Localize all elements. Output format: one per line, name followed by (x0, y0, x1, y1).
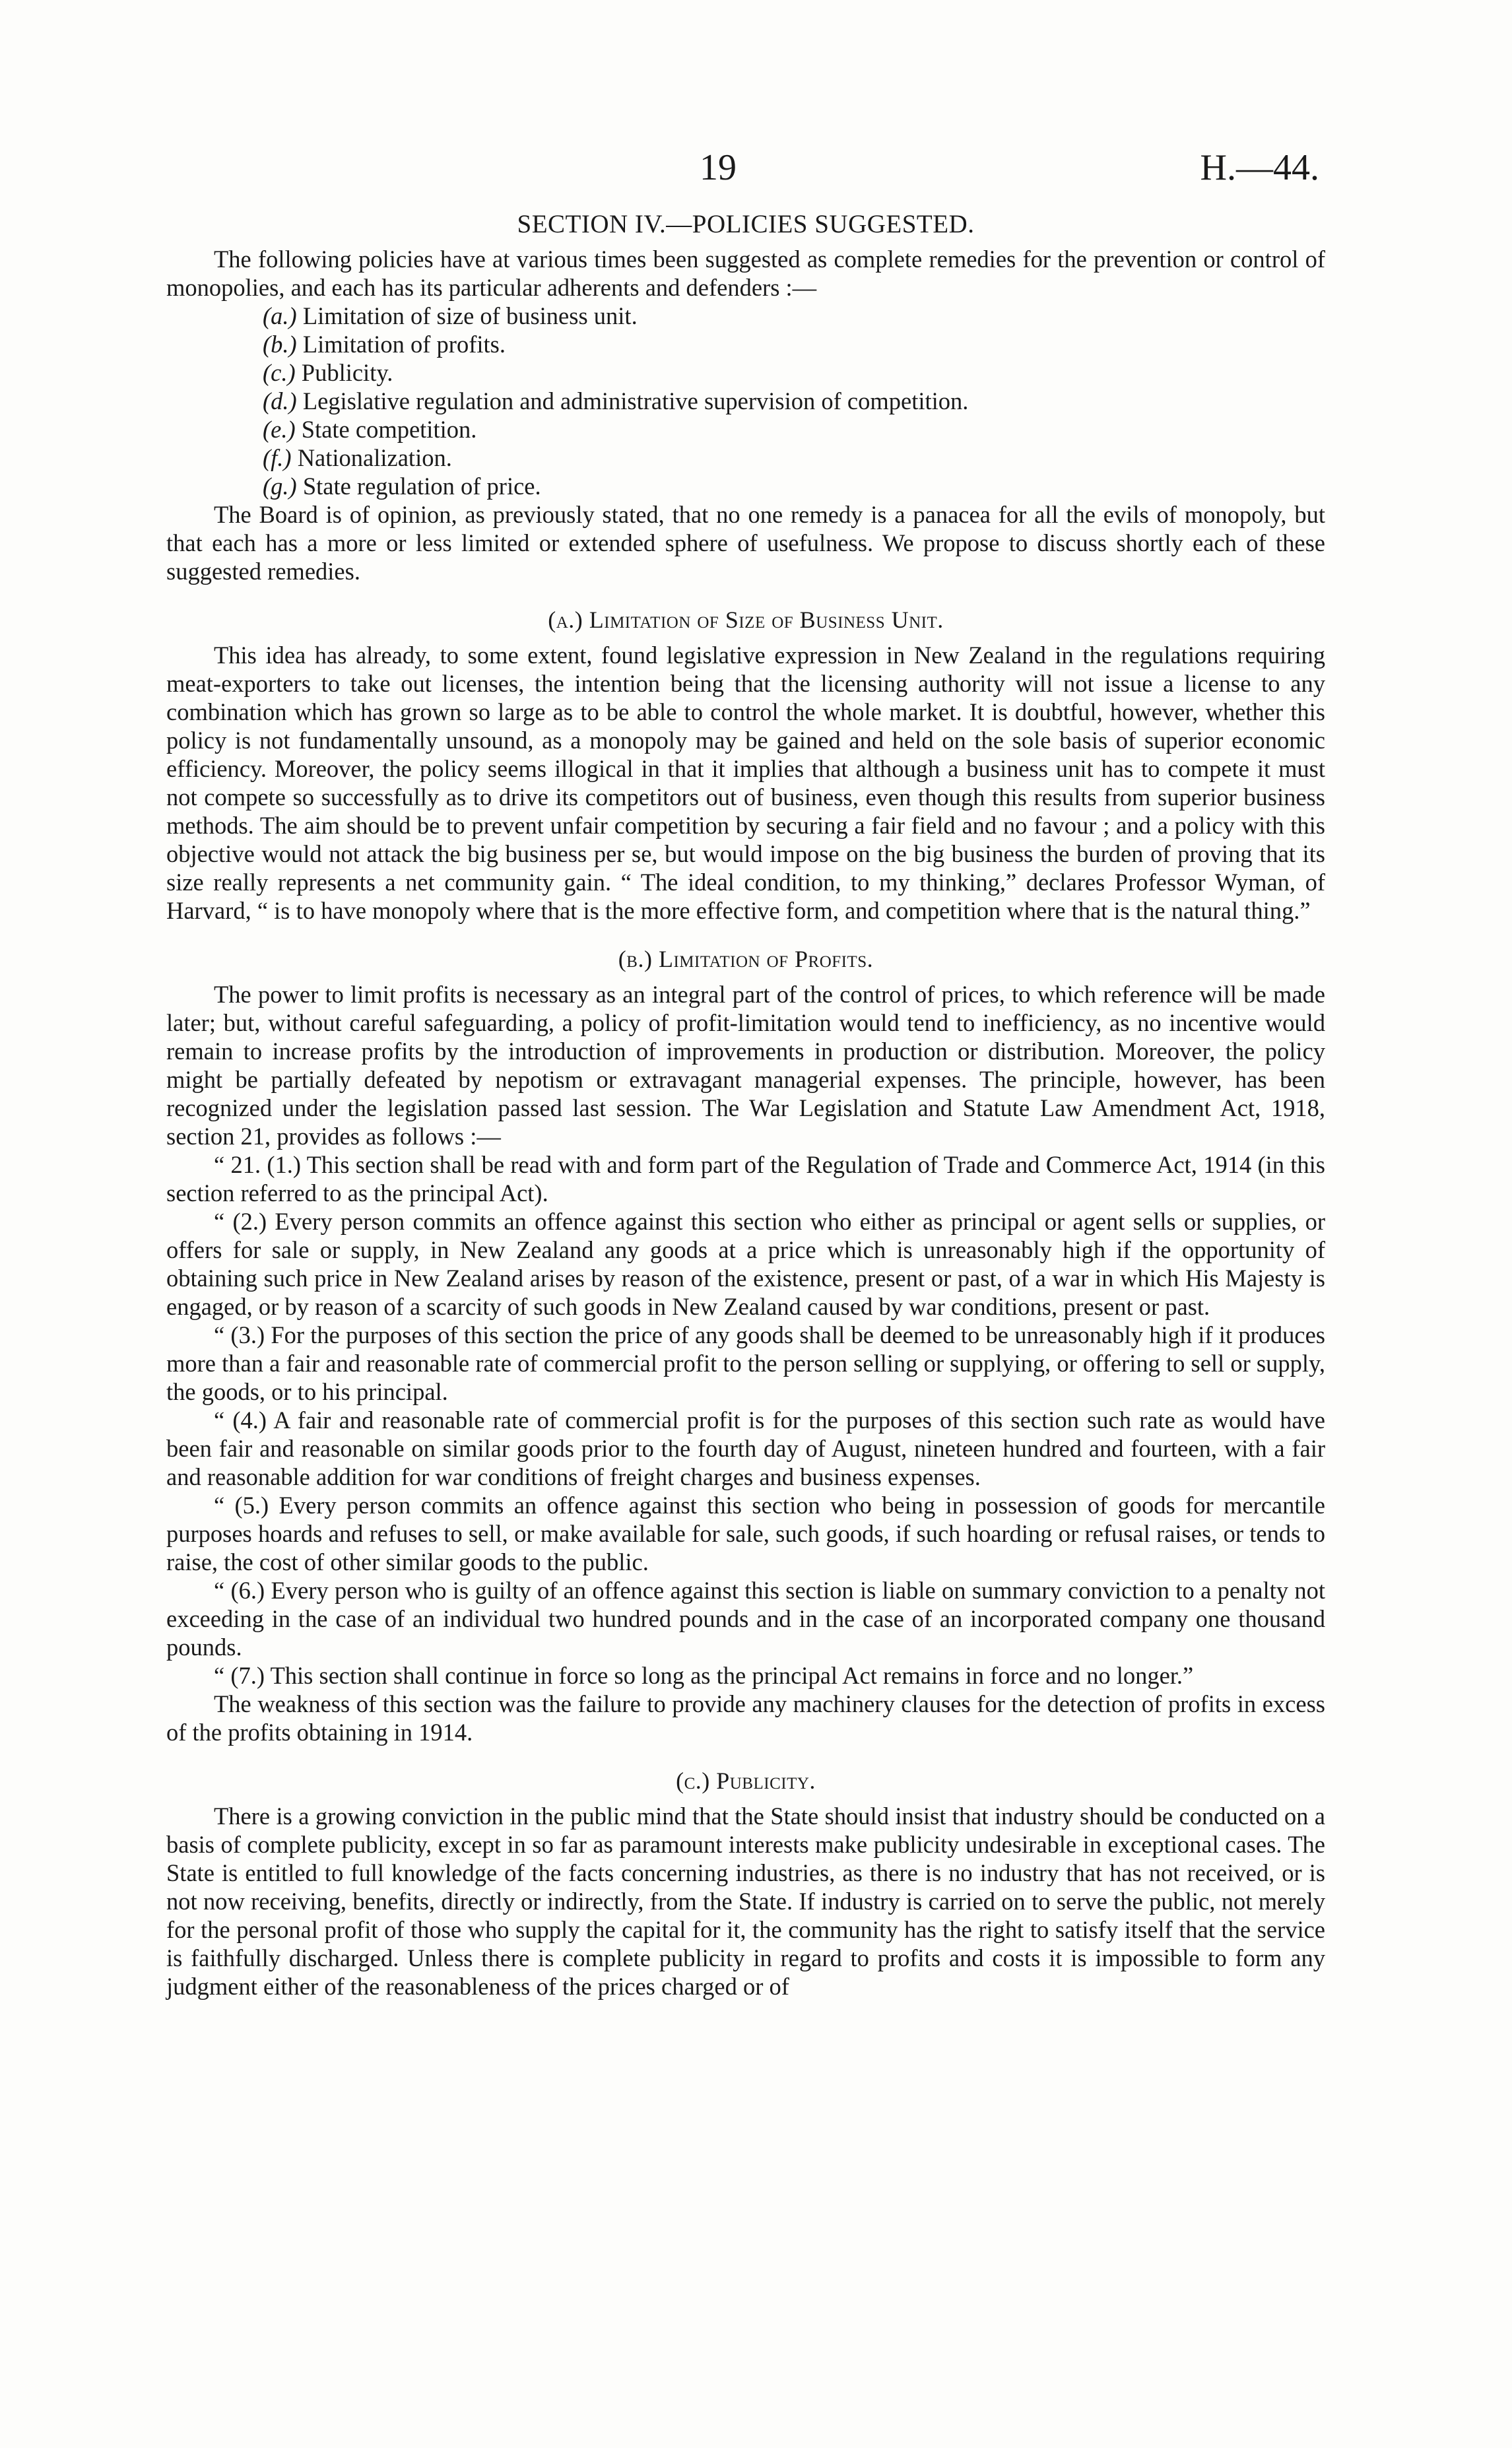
list-item (166, 358, 1325, 387)
section-a-heading-wrap (166, 605, 1325, 634)
list-item (166, 302, 1325, 330)
section-b-closing: The weakness of this section was the failure to provide any machinery clauses for the detection of profits in excess of the profits obtaining in 1914. (166, 1690, 1325, 1746)
list-text: Nationalization. (297, 444, 452, 471)
section-b-heading-wrap (166, 944, 1325, 974)
page-number: 19 (700, 147, 737, 188)
list-text: State regulation of price. (302, 473, 541, 500)
list-letter: (d.) (263, 387, 297, 414)
list-text: Legislative regulation and administrative supervision of competition. (302, 387, 969, 414)
quoted-clause: “ 21. (1.) This section shall be read with and form part of the Regulation of Trade and Commerce Act, 1914 (in this section referred to as the principal Act). (166, 1151, 1325, 1207)
section-b-heading: (b.) Limitation of Profits. (618, 946, 874, 972)
list-letter: (f.) (263, 444, 292, 471)
section-title: SECTION IV.—POLICIES SUGGESTED. (517, 210, 975, 238)
document-reference: H.—44. (1200, 147, 1319, 188)
list-text: Publicity. (301, 359, 393, 386)
quoted-clause: “ (5.) Every person commits an offence against this section who being in possession of goods for mercantile purposes hoards and refuses to sell, or make available for sale, such goods, if such hoarding or refusal raises, or tends to raise, the cost of other similar goods to the public. (166, 1492, 1325, 1575)
section-c-paragraph: There is a growing conviction in the public mind that the State should insist that industry should be conducted on a basis of complete publicity, except in so far as paramount interests make publicity undesirable in exceptional cases. The State is entitled to full knowledge of the facts concerning industries, as there is no industry that has not received, or is not now receiving, benefits, directly or indirectly, from the State. If industry is carried on to serve the public, not merely for the personal profit of those who supply the capital for it, the community has the right to satisfy itself that the service is faithfully discharged. Unless there is complete publicity in regard to profits and costs it is impossible to form any judgment either of the reasonableness of the prices charged or of (166, 1803, 1325, 2000)
list-item (166, 387, 1325, 415)
list-letter: (b.) (263, 331, 297, 358)
quoted-clause: “ (4.) A fair and reasonable rate of commercial profit is for the purposes of this section such rate as would have been fair and reasonable on similar goods prior to the fourth day of August, nineteen hundred and fourteen, with a fair and reasonable addition for war conditions of freight charges and business expenses. (166, 1406, 1325, 1490)
quoted-clause: “ (2.) Every person commits an offence against this section who either as principal or agent sells or supplies, or offers for sale or supply, in New Zealand any goods at a price which is unreasonably high if the opportunity of obtaining such price in New Zealand arises by reason of the existence, present or past, of a war in which His Majesty is engaged, or by reason of a scarcity of such goods in New Zealand caused by war conditions, present or past. (166, 1208, 1325, 1320)
list-text: State competition. (301, 416, 477, 443)
section-c-heading: (c.) Publicity. (676, 1768, 816, 1794)
board-opinion-paragraph: The Board is of opinion, as previously stated, that no one remedy is a panacea for all the evils of monopoly, but that each has a more or less limited or extended sphere of usefulness. We propose to discuss shortly each of these suggested remedies. (166, 501, 1325, 585)
list-item (166, 330, 1325, 358)
document-body (166, 210, 1325, 2001)
intro-paragraph: The following policies have at various times been suggested as complete remedies for the prevention or control of monopolies, and each has its particular adherents and defenders :— (166, 246, 1325, 301)
section-a-paragraph: This idea has already, to some extent, found legislative expression in New Zealand in the regulations requiring meat-exporters to take out licenses, the intention being that the licensing authority will not issue a license to any combination which has grown so large as to be able to control the whole market. It is doubtful, however, whether this policy is not fundamentally unsound, as a monopoly may be gained and held on the sole basis of superior economic efficiency. Moreover, the policy seems illogical in that it implies that although a business unit has to compete it must not compete so successfully as to drive its competitors out of business, even though this results from superior business methods. The aim should be to prevent unfair competition by securing a fair field and no favour ; and a policy with this objective would not attack the big business per se, but would impose on the big business the burden of proving that its size really represents a net community gain. “ The ideal condition, to my thinking,” declares Professor Wyman, of Harvard, “ is to have monopoly where that is the more effective form, and competition where that is the natural thing.” (166, 642, 1325, 924)
section-c-heading-wrap (166, 1766, 1325, 1795)
quoted-clause: “ (6.) Every person who is guilty of an offence against this section is liable on summary conviction to a penalty not exceeding in the case of an individual two hundred pounds and in the case of an incorporated company one thousand pounds. (166, 1577, 1325, 1661)
list-letter: (c.) (263, 359, 296, 386)
list-item (166, 472, 1325, 500)
section-a-heading: (a.) Limitation of Size of Business Unit. (548, 607, 944, 633)
list-letter: (e.) (263, 416, 296, 443)
list-item (166, 444, 1325, 472)
section-b-paragraph: The power to limit profits is necessary as an integral part of the control of prices, to which reference will be made later; but, without careful safeguarding, a policy of profit-limitation would tend to inefficiency, as no incentive would remain to increase profits by the introduction of improvements in production or distribution. Moreover, the policy might be partially defeated by nepotism or extravagant managerial expenses. The principle, however, has been recognized under the legislation passed last session. The War Legislation and Statute Law Amendment Act, 1918, section 21, provides as follows :— (166, 981, 1325, 1150)
list-letter: (g.) (263, 473, 297, 500)
list-item (166, 415, 1325, 444)
list-letter: (a.) (263, 302, 297, 329)
list-text: Limitation of size of business unit. (302, 302, 638, 329)
list-text: Limitation of profits. (302, 331, 506, 358)
quoted-clause: “ (7.) This section shall continue in force so long as the principal Act remains in force and no longer.” (214, 1662, 1194, 1689)
quoted-clause: “ (3.) For the purposes of this section the price of any goods shall be deemed to be unreasonably high if it produces more than a fair and reasonable rate of commercial profit to the person selling or supplying, or offering to sell or supply, the goods, or to his principal. (166, 1321, 1325, 1405)
policy-list (166, 302, 1325, 500)
